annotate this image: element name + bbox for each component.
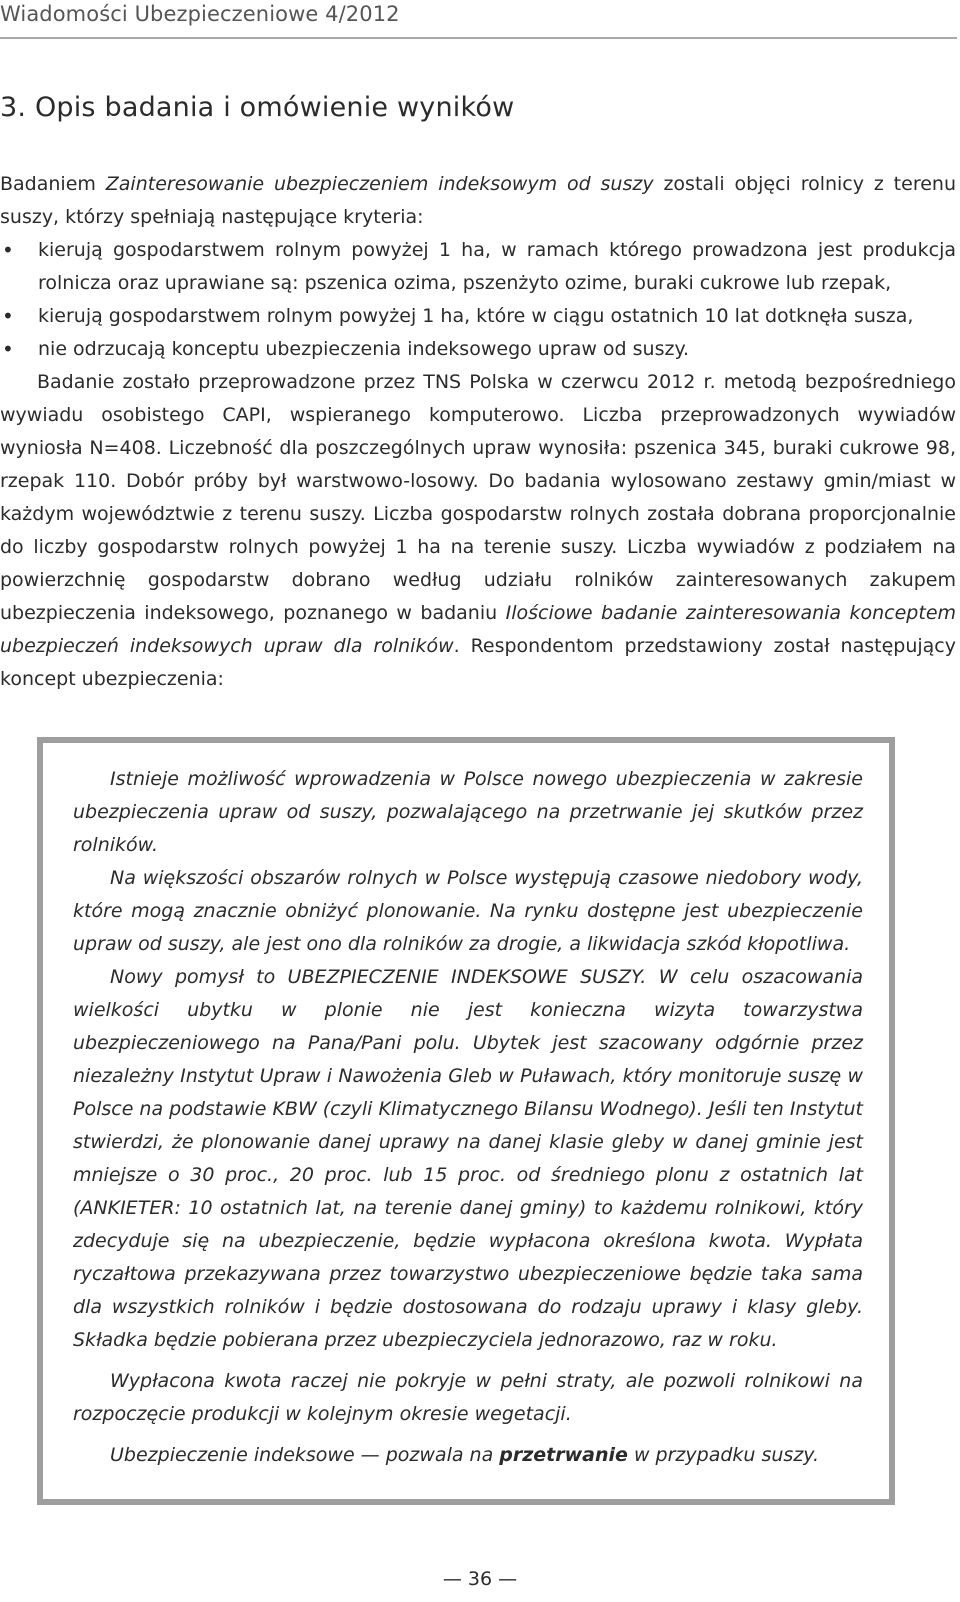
list-item: • nie odrzucają konceptu ubezpieczenia indeksowego upraw od suszy.: [0, 333, 956, 366]
concept-paragraph-5: Ubezpieczenie indeksowe — pozwala na przetrwanie w przypadku suszy.: [110, 1444, 820, 1466]
criteria-list: [0, 234, 956, 366]
concept-paragraph-3: Nowy pomysł to UBEZPIECZENIE INDEKSOWE SUSZY. W celu oszacowania wielkości ubytku w plonie nie jest konieczna wizyta towarzystwa ubezpieczeniowego na Pana/Pani polu. Ubytek jest szacowany odgórnie przez niezależny Instytut Upraw i Nawożenia Gleb w Puławach, który monitoruje suszę w Polsce na podstawie KBW (czyli Klimatycznego Bilansu Wodnego). Jeśli ten Instytut stwierdzi, że plonowanie danej uprawy na danej klasie gleby w danej gminie jest mniejsze o 30 proc., 20 proc. lub 15 proc. od średniego plonu z ostatnich lat (ANKIETER: 10 ostatnich lat, na terenie danej gminy) to każdemu rolnikowi, który zdecyduje się na ubezpieczenie, będzie wypłacona określona kwota. Wypłata ryczałtowa przekazywana przez towarzystwo ubezpieczeniowe będzie taka sama dla wszystkich rolników i będzie dostosowana do rodzaju uprawy i klasy gleby. Składka będzie pobierana przez ubezpieczyciela jednorazowo, raz w roku.: [73, 966, 864, 1351]
running-header: Wiadomości Ubezpieczeniowe 4/2012: [0, 2, 400, 26]
method-paragraph: Badanie zostało przeprowadzone przez TNS Polska w czerwcu 2012 r. metodą bezpośredniego wywiadu osobistego CAPI, wspieranego komputerowo. Liczba przeprowadzonych wywiadów wyniosła N=408. Liczebność dla poszczególnych upraw wynosiła: pszenica 345, buraki cukrowe 98, rzepak 110. Dobór próby był warstwowo-losowy. Do badania wylosowano zestawy gmin/miast w każdym województwie z terenu suszy. Liczba gospodarstw rolnych została dobrana proporcjonalnie do liczby gospodarstw rolnych powyżej 1 ha na terenie suszy. Liczba wywiadów z podziałem na powierzchnię gospodarstw dobrano według udziału rolników zainteresowanych zakupem ubezpieczenia indeksowego, poznanego w badaniu Ilościowe badanie zainteresowania konceptem ubezpieczeń indeksowych upraw dla rolników. Respondentom przedstawiony został następujący koncept ubezpieczenia:: [0, 371, 957, 690]
emphasis-survive: przetrwanie: [499, 1444, 628, 1466]
cited-study-title: Ilościowe badanie zainteresowania konceptem ubezpieczeń indeksowych upraw dla rolników: [0, 602, 957, 657]
page-number: — 36 —: [442, 1568, 518, 1590]
list-item: • kierują gospodarstwem rolnym powyżej 1 ha, które w ciągu ostatnich 10 lat dotknęła susza,: [0, 300, 956, 333]
section-title: 3. Opis badania i omówienie wyników: [0, 92, 515, 123]
concept-box: [37, 737, 895, 1505]
study-title: Zainteresowanie ubezpieczeniem indeksowym od suszy: [105, 173, 654, 195]
concept-paragraph-1: Istnieje możliwość wprowadzenia w Polsce nowego ubezpieczenia w zakresie ubezpieczenia upraw od suszy, pozwalającego na przetrwanie jej skutków przez rolników.: [73, 768, 863, 856]
header-divider: [0, 37, 957, 39]
concept-paragraph-2: Na większości obszarów rolnych w Polsce występują czasowe niedobory wody, które mogą znacznie obniżyć plonowanie. Na rynku dostępne jest ubezpieczenie upraw od suszy, ale jest ono dla rolników za drogie, a likwidacja szkód kłopotliwa.: [73, 867, 863, 955]
list-item: • kierują gospodarstwem rolnym powyżej 1 ha, w ramach którego prowadzona jest produkcja rolnicza oraz uprawiane są: pszenica ozima, pszenżyto ozime, buraki cukrowe lub rzepak,: [0, 234, 956, 300]
intro-paragraph: Badaniem Zainteresowanie ubezpieczeniem indeksowym od suszy zostali objęci rolnicy z terenu suszy, którzy spełniają następujące kryteria:: [0, 173, 956, 228]
concept-paragraph-4: Wypłacona kwota raczej nie pokryje w pełni straty, ale pozwoli rolnikowi na rozpoczęcie produkcji w kolejnym okresie wegetacji.: [73, 1370, 863, 1425]
body-text: [0, 168, 956, 696]
